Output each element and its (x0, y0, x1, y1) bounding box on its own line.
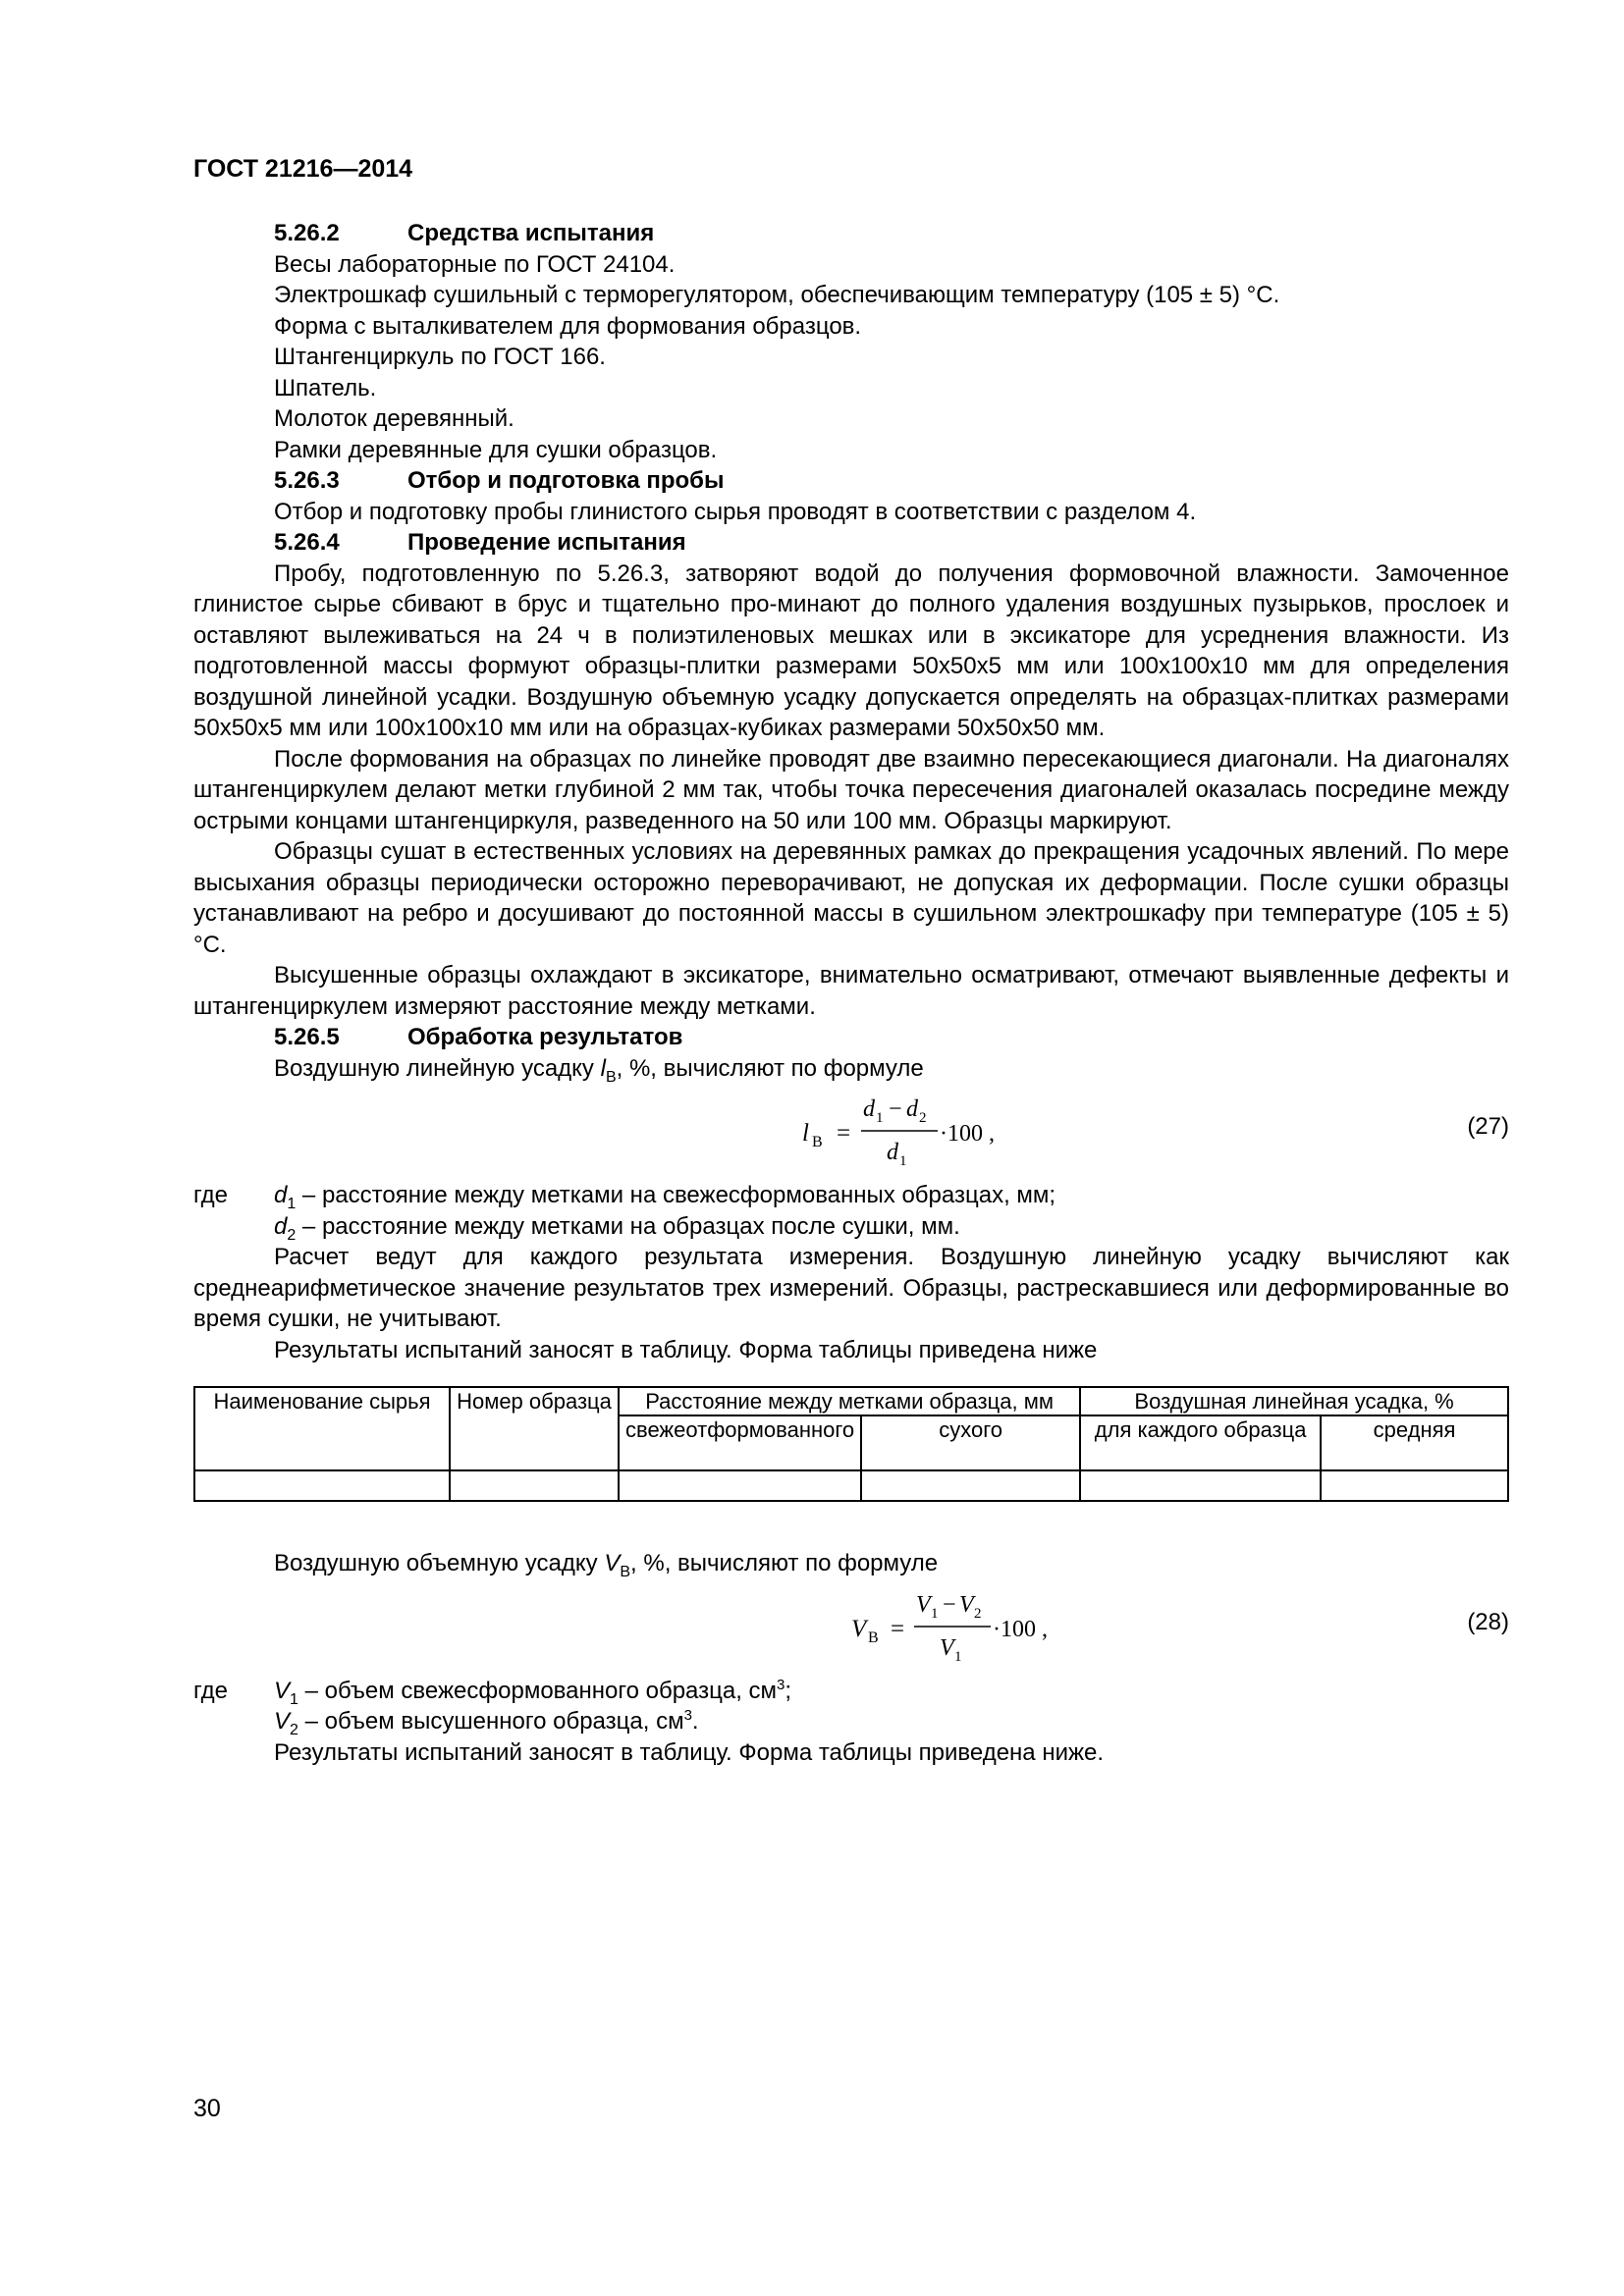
equipment-item: Шпатель. (274, 374, 377, 401)
table-header-row (194, 1387, 1508, 1415)
header-sample-number: Номер образца (450, 1387, 619, 1470)
results-table (193, 1386, 1509, 1502)
header-shrinkage: Воздушная линейная усадка, % (1080, 1387, 1508, 1415)
formula-27-row (193, 1084, 1509, 1180)
subheader-each-sample: для каждого образца (1080, 1415, 1321, 1470)
table-cell (861, 1470, 1080, 1501)
formula-27-num-b: d (906, 1096, 918, 1122)
formula-28-num-b-sub: 2 (974, 1605, 982, 1622)
document-header: ГОСТ 21216—2014 (193, 155, 413, 183)
header-distance: Расстояние между метками образца, мм (619, 1387, 1080, 1415)
linear-shrinkage-intro: Воздушную линейную усадку $l_В$, %, вычисляют по формуле (274, 1054, 924, 1086)
formula-28-num-a-sub: 1 (931, 1605, 939, 1622)
results-table-wrapper (193, 1386, 1509, 1502)
formula-28-multiplier: ·100 , (993, 1616, 1048, 1642)
definition-v1: где $V_1$ – объем свежесформованного образца, $см^3$; (193, 1676, 792, 1708)
formula-28-num-b: V (959, 1591, 974, 1618)
formula-28-den: V (940, 1634, 954, 1661)
subheader-dry: сухого (861, 1415, 1080, 1470)
testing-paragraph: После формования на образцах по линейке проводят две взаимно пересекающиеся диагонали. На диагоналях штангенциркулем делают метки глубиной 2 мм так, чтобы точка пересечения диагоналей оказалась посредине между острыми концами штангенциркуля, разведенного на 50 или 100 мм. Образцы маркируют. (193, 745, 1509, 834)
equipment-item: Электрошкаф сушильный с терморегулятором, обеспечивающим температуру (105 ± 5) °С. (274, 282, 1280, 308)
testing-paragraph: Образцы сушат в естественных условиях на деревянных рамках до прекращения усадочных явлений. По мере высыхания образцы периодически осторожно переворачивают, не допуская их деформации. После сушки образцы устанавливают на ребро и досушивают до постоянной массы в сушильном электрошкафу при температуре (105 ± 5) °С. (193, 838, 1509, 958)
testing-paragraph: Высушенные образцы охлаждают в эксикаторе, внимательно осматривают, отмечают выявленные дефекты и штангенциркулем измеряют расстояние между метками. (193, 962, 1509, 1020)
section-heading-5-26-5: 5.26.5 Обработка результатов (274, 1024, 683, 1050)
table-cell (1321, 1470, 1508, 1501)
page-number: 30 (193, 2095, 221, 2122)
calculation-paragraph: Расчет ведут для каждого результата измерения. Воздушную линейную усадку вычисляют как среднеарифметическое значение результатов трех измерений. Образцы, растрескавшиеся или деформированные во время сушки, не учитывают. (193, 1244, 1509, 1332)
formula-27-multiplier: ·100 , (940, 1121, 995, 1147)
equipment-item: Весы лабораторные по ГОСТ 24104. (274, 250, 676, 278)
formula-27-num-b-sub: 2 (919, 1110, 927, 1126)
volume-shrinkage-intro: Воздушную объемную усадку $V_В$, %, вычисляют по формуле (274, 1550, 939, 1580)
table-cell (619, 1470, 861, 1501)
definition-v2: $V_2$ – объем высушенного образца, $см^3$. (274, 1707, 699, 1738)
formula-27-lhs-sub: В (812, 1134, 823, 1150)
table-cell (450, 1470, 619, 1501)
table-row (194, 1470, 1508, 1501)
formula-27-num-a-sub: 1 (876, 1110, 884, 1126)
document-body (193, 218, 1509, 1768)
equipment-item: Молоток деревянный. (274, 405, 514, 432)
testing-paragraph: Пробу, подготовленную по 5.26.3, затворяют водой до получения формовочной влажности. Замоченное глинистое сырье сбивают в брус и тщательно про-минают до полного удаления воздушных пузырьков, прослоек и оставляют вылеживаться на 24 ч в полиэтиленовых мешках или в эксикаторе для усреднения влажности. Из подготовленной массы формуют образцы-плитки размерами 50х50х5 мм или 100х100х10 мм для определения воздушной линейной усадки. Воздушную объемную усадку допускается определять на образцах-плитках размерами 50х50х5 мм или 100х100х10 мм или на образцах-кубиках размерами 50х50х50 мм. (193, 560, 1509, 741)
equation-number-28: (28) (1467, 1608, 1509, 1635)
formula-28-lhs-sub: В (868, 1629, 879, 1646)
formula-28-num-a: V (916, 1591, 931, 1618)
formula-28-equals: = (891, 1615, 905, 1642)
subheader-average: средняя (1321, 1415, 1508, 1470)
formula-27-minus: − (889, 1096, 902, 1122)
equipment-item: Форма с выталкивателем для формования образцов. (274, 312, 862, 340)
header-material: Наименование сырья (194, 1387, 450, 1470)
equation-number-27: (27) (1467, 1113, 1509, 1140)
formula-27-den-sub: 1 (899, 1153, 907, 1169)
equipment-item: Штангенциркуль по ГОСТ 166. (274, 344, 606, 370)
formula-28-row (193, 1579, 1509, 1676)
formula-28-minus: − (943, 1591, 956, 1618)
formula-27-num-a: d (863, 1096, 875, 1122)
definition-d2: $d_2$ – расстояние между метками на образцах после сушки, мм. (274, 1212, 960, 1244)
table-cell (194, 1470, 450, 1501)
formula-28 (802, 1579, 1057, 1676)
subheader-fresh: свежеотформованного (619, 1415, 861, 1470)
formula-28-lhs: V (851, 1615, 867, 1642)
table-intro-volume: Результаты испытаний заносят в таблицу. Форма таблицы приведена ниже. (274, 1738, 1105, 1766)
section-heading-5-26-2: 5.26.2 Средства испытания (274, 220, 655, 246)
sampling-paragraph: Отбор и подготовку пробы глинистого сырья проводят в соответствии с разделом 4. (274, 498, 1197, 525)
equipment-item: Рамки деревянные для сушки образцов. (274, 436, 718, 463)
formula-27 (802, 1084, 1057, 1180)
formula-27-den: d (887, 1140, 898, 1165)
formula-28-den-sub: 1 (954, 1648, 962, 1665)
definition-d1: где $d_1$ – расстояние между метками на свежесформованных образцах, мм; (193, 1182, 1056, 1212)
formula-27-equals: = (837, 1120, 851, 1147)
table-intro-linear: Результаты испытаний заносят в таблицу. Форма таблицы приведена ниже (274, 1336, 1098, 1363)
section-heading-5-26-4: 5.26.4 Проведение испытания (274, 529, 686, 556)
table-cell (1080, 1470, 1321, 1501)
formula-27-lhs: l (802, 1120, 809, 1147)
section-heading-5-26-3: 5.26.3 Отбор и подготовка пробы (274, 467, 725, 494)
